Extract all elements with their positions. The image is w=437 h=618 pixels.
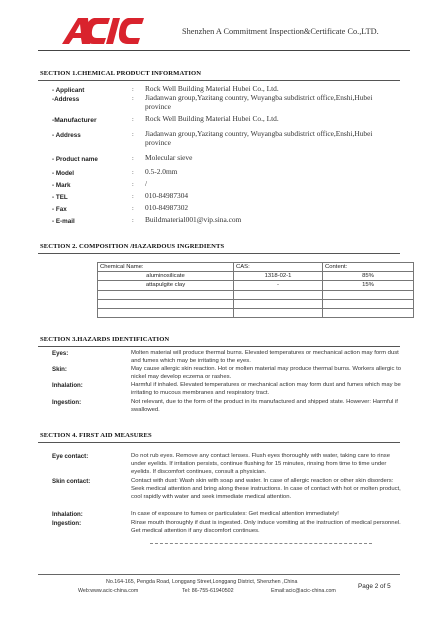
- table-cell: attapulgite clay: [98, 281, 234, 290]
- table-cell: [98, 290, 234, 299]
- composition-table: [97, 262, 414, 318]
- column-header: CAS:: [234, 263, 323, 272]
- model-label: - Model: [52, 170, 75, 177]
- eye-contact-label: Eye contact:: [52, 453, 89, 460]
- colon: :: [132, 181, 134, 188]
- colon: :: [132, 193, 134, 200]
- mark-label: - Mark: [52, 182, 71, 189]
- section4-title: SECTION 4. FIRST AID MEASURES: [40, 432, 152, 439]
- footer-address: No.164-165, Pengda Road, Longgang Street,Longgang District, Shenzhen ,China: [106, 579, 298, 585]
- eyes-text: Molten material will produce thermal burns. Elevated temperatures or mechanical action may form dust and fumes which may be irritating to the eyes.: [131, 350, 399, 364]
- section3-rule: [38, 346, 400, 347]
- ingestion-label: Ingestion:: [52, 399, 82, 406]
- model-value: 0.5-2.0mm: [145, 167, 178, 176]
- table-cell: [234, 290, 323, 299]
- table-cell: 15%: [323, 281, 414, 290]
- header-rule: [38, 50, 410, 51]
- section2-title: SECTION 2. COMPOSITION /HAZARDOUS INGREDIENTS: [40, 243, 225, 250]
- section4-rule: [38, 442, 400, 443]
- fax-value: 010-84987302: [145, 203, 189, 212]
- table-cell: [323, 308, 414, 317]
- email-value: Buildmaterial001@vip.sina.com: [145, 215, 242, 224]
- table-cell: [234, 308, 323, 317]
- fax-label: - Fax: [52, 206, 67, 213]
- applicant-label: - Applicant: [52, 87, 85, 94]
- end-of-section-dashes: [150, 543, 372, 544]
- manufacturer-label: -Manufacturer: [52, 117, 97, 124]
- footer-tel: Tel: 86-755-61940502: [182, 588, 234, 594]
- colon: :: [132, 86, 134, 93]
- table-row: [98, 290, 414, 299]
- footer-email: Email:acic@acic-china.com: [271, 588, 336, 594]
- colon: :: [132, 205, 134, 212]
- table-cell: [234, 299, 323, 308]
- footer-rule: [38, 574, 400, 575]
- first-aid-ingestion-label: Ingestion:: [52, 520, 82, 527]
- product-name-value: Molecular sieve: [145, 153, 193, 162]
- address-label: -Address: [52, 96, 80, 103]
- table-row: [98, 308, 414, 317]
- applicant-value: Rock Well Building Material Hubei Co., Ltd.: [145, 84, 279, 93]
- table-row: [98, 281, 414, 290]
- column-header: Content:: [323, 263, 414, 272]
- manufacturer-address-value: Jiadanwan group,Yazitang country, Wuyangba subdistrict office,Enshi,Hubei province: [145, 129, 373, 147]
- section2-rule: [38, 253, 400, 254]
- table-cell: [323, 290, 414, 299]
- skin-label: Skin:: [52, 366, 67, 373]
- acic-logo: [60, 14, 146, 48]
- colon: :: [132, 169, 134, 176]
- company-name: Shenzhen A Commitment Inspection&Certificate Co.,LTD.: [182, 27, 379, 36]
- table-cell: aluminosilicate: [98, 272, 234, 281]
- table-header-row: [98, 263, 414, 272]
- table-row: [98, 272, 414, 281]
- table-cell: [323, 299, 414, 308]
- table-cell: [98, 308, 234, 317]
- first-aid-ingestion-text: Rinse mouth thoroughly if dust is ingested. Only induce vomiting at the instruction of medical personnel. Get medical attention if any discomfort continues.: [131, 520, 401, 534]
- product-name-label: - Product name: [52, 156, 98, 163]
- inhalation-text: Harmful if inhaled. Elevated temperatures or mechanical action may form dust and fumes which may be irritating to mucous membranes and respiratory tract.: [131, 382, 401, 396]
- tel-label: - TEL: [52, 194, 68, 201]
- address-value: Jiadanwan group,Yazitang country, Wuyangba subdistrict office,Enshi,Hubei province: [145, 93, 373, 111]
- manufacturer-value: Rock Well Building Material Hubei Co., Ltd.: [145, 114, 279, 123]
- manufacturer-address-label: - Address: [52, 132, 81, 139]
- footer-web: Web:www.acic-china.com: [78, 588, 139, 594]
- table-cell: 1318-02-1: [234, 272, 323, 281]
- colon: :: [132, 116, 134, 123]
- first-aid-inhalation-label: Inhalation:: [52, 511, 83, 518]
- colon: :: [132, 155, 134, 162]
- colon: :: [132, 95, 134, 102]
- eye-contact-text: Do not rub eyes. Remove any contact lenses. Flush eyes thoroughly with water, taking care to rinse under eyelids. If irritation persists, continue flushing for 15 minutes, rinsing from time to time under eyelids. If discomfort continues, consult a physician.: [131, 453, 390, 475]
- skin-contact-text: Contact with dust: Wash skin with soap and water. In case of allergic reaction or other skin disorders: Seek medical attention and bring along these instructions. In case of contact with hot or molten product, cool rapidly with water and seek immediate medical attention.: [131, 478, 401, 500]
- email-label: - E-mail: [52, 218, 75, 225]
- table-row: [98, 299, 414, 308]
- colon: :: [132, 217, 134, 224]
- section1-title: SECTION 1.CHEMICAL PRODUCT INFORMATION: [40, 70, 202, 77]
- table-cell: 85%: [323, 272, 414, 281]
- table-cell: [98, 299, 234, 308]
- skin-text: May cause allergic skin reaction. Hot or molten material may produce thermal burns. Workers allergic to nickel may develop eczema or rashes.: [131, 366, 401, 380]
- acic-logo-mark: [60, 14, 146, 48]
- skin-contact-label: Skin contact:: [52, 478, 91, 485]
- section3-title: SECTION 3.HAZARDS IDENTIFICATION: [40, 336, 170, 343]
- inhalation-label: Inhalation:: [52, 382, 83, 389]
- table-cell: -: [234, 281, 323, 290]
- colon: :: [132, 131, 134, 138]
- first-aid-inhalation-text: In case of exposure to fumes or particulates: Get medical attention immediately!: [131, 511, 339, 517]
- ingestion-text: Not relevant, due to the form of the product in its manufactured and shipped state. However: Harmful if swallowed.: [131, 399, 398, 413]
- section1-rule: [38, 80, 400, 81]
- tel-value: 010-84987304: [145, 191, 189, 200]
- eyes-label: Eyes:: [52, 350, 69, 357]
- mark-value: /: [145, 179, 148, 188]
- column-header: Chemical Name:: [98, 263, 234, 272]
- page-number: Page 2 of 5: [358, 583, 391, 590]
